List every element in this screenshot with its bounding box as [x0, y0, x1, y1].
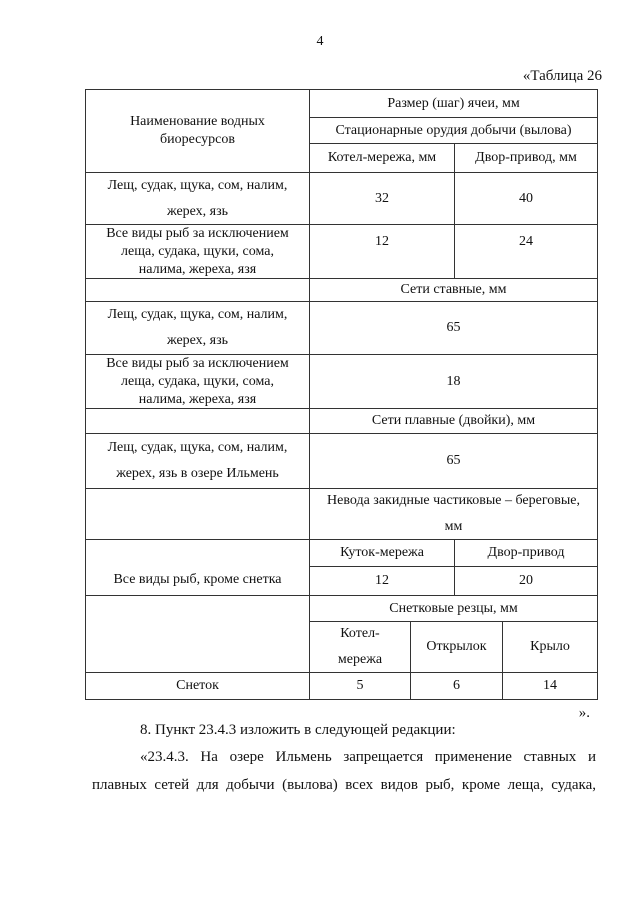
row7-krylo: 14 — [502, 672, 598, 700]
page-number: 4 — [316, 34, 324, 49]
col-krylo-header: Крыло — [502, 621, 598, 672]
row2-kotel: 12 — [309, 224, 454, 278]
section-seti-plavnye: Сети плавные (двойки), мм — [309, 408, 598, 433]
col-kotel-header: Котел-мережа, мм — [309, 143, 454, 172]
row1-dvor: 40 — [454, 172, 598, 224]
regulation-table — [85, 89, 598, 700]
header-size-cell: Размер (шаг) ячеи, мм — [309, 89, 598, 117]
row1-name: Лещ, судак, щука, сом, налим, жерех, язь — [85, 172, 309, 224]
row6-kutok: 12 — [309, 566, 454, 595]
col-otkrylok-header: Открылок — [410, 621, 502, 672]
section-nevoda: Невода закидные частиковые – береговые, мм — [309, 488, 598, 539]
section-spacer-cell — [85, 408, 309, 433]
paragraph-1: 8. Пункт 23.4.3 изложить в следующей редакции: — [140, 722, 456, 738]
row5-name: Лещ, судак, щука, сом, налим, жерех, язь в озере Ильмень — [85, 433, 309, 488]
col-dvor-header: Двор-привод, мм — [454, 143, 598, 172]
row7-kotel: 5 — [309, 672, 410, 700]
section-snetkovye: Снетковые резцы, мм — [309, 595, 598, 621]
row2-name: Все виды рыб за исключением леща, судака, щуки, сома, налима, жереха, язя — [85, 224, 309, 278]
row6-dvor: 20 — [454, 566, 598, 595]
quote-end: ». — [578, 705, 590, 721]
header-name-cell: Наименование водных биоресурсов — [85, 89, 309, 172]
section-spacer-cell — [85, 488, 309, 539]
section-spacer-cell — [85, 595, 309, 672]
section-seti-stavnye: Сети ставные, мм — [309, 278, 598, 301]
section-spacer-cell — [85, 278, 309, 301]
paragraph-3: плавных сетей для добычи (вылова) всех видов рыб, кроме леща, судака, — [92, 777, 596, 793]
row2-dvor: 24 — [454, 224, 598, 278]
table-caption: «Таблица 26 — [522, 68, 602, 84]
row4-value: 18 — [309, 354, 598, 408]
row7-otkrylok: 6 — [410, 672, 502, 700]
row5-value: 65 — [309, 433, 598, 488]
col-kutok-header: Куток-мережа — [309, 539, 454, 566]
row7-name: Снеток — [85, 672, 309, 700]
col-dvor2-header: Двор-привод — [454, 539, 598, 566]
col-kotel2-header: Котел- мережа — [309, 621, 410, 672]
paragraph-2: «23.4.3. На озере Ильмень запрещается применение ставных и — [140, 749, 596, 765]
row4-name: Все виды рыб за исключением леща, судака, щуки, сома, налима, жереха, язя — [85, 354, 309, 408]
row3-value: 65 — [309, 301, 598, 354]
row3-name: Лещ, судак, щука, сом, налим, жерех, язь — [85, 301, 309, 354]
row1-kotel: 32 — [309, 172, 454, 224]
row6-name: Все виды рыб, кроме снетка — [85, 539, 309, 595]
header-stationary-cell: Стационарные орудия добычи (вылова) — [309, 117, 598, 143]
